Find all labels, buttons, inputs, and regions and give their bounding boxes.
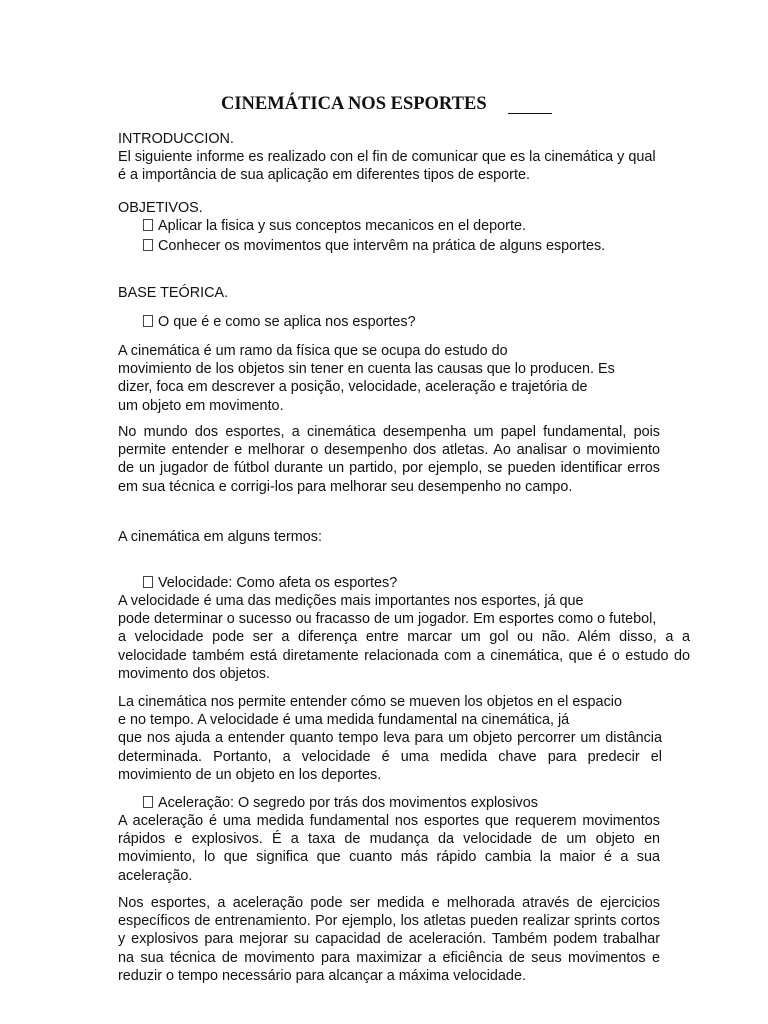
document-title: CINEMÁTICA NOS ESPORTES — [221, 94, 487, 114]
objectives-heading: OBJETIVOS. — [118, 200, 203, 216]
base-paragraph-2: No mundo dos esportes, a cinemática desempenha um papel fundamental, pois permite entender e melhorar o desempenho dos atletas. Ao analisar o movimiento de un jugador de fútbol durante un partido, por ejemplo, se pueden identificar erros em sua técnica e corrigi-los para melhorar seu desempenho no campo. — [118, 424, 660, 495]
acceleration-paragraph-1: A aceleração é uma medida fundamental nos esportes que requerem movimentos rápidos e explosivos. É a taxa de mudança da velocidade de um objeto en movimiento, lo que significa que cuanto más rápido cambia la maior é a sua aceleração. — [118, 813, 660, 884]
velocity-paragraph-2: La cinemática nos permite entender cómo se mueven los objetos en el espacio e no tempo. A velocidade é uma medida fundamental na cinemática, já que nos ajuda a entender quanto tempo leva para um objeto percorrer um distância determinada. Portanto, a velocidade é uma medida chave para predecir el movimiento de un objeto en los deportes. — [118, 694, 662, 783]
bullet-box-icon — [143, 315, 153, 327]
velocity-heading: Velocidade: Como afeta os esportes? — [143, 574, 397, 592]
terms-intro: A cinemática em alguns termos: — [118, 529, 322, 545]
intro-paragraph: El siguiente informe es realizado con el fin de comunicar que es la cinemática y qual é a importância de sua aplicação em diferentes tipos de esporte. — [118, 149, 656, 184]
question-item: O que é e como se aplica nos esportes? — [143, 313, 416, 331]
base-heading: BASE TEÓRICA. — [118, 285, 229, 301]
bullet-box-icon — [143, 219, 153, 231]
acceleration-heading: Aceleração: O segredo por trás dos movimentos explosivos — [143, 794, 538, 812]
objective-item: Conhecer os movimentos que intervêm na prática de alguns esportes. — [143, 237, 660, 255]
intro-heading: INTRODUCCION. — [118, 131, 234, 147]
velocity-paragraph-1: A velocidade é uma das medições mais importantes nos esportes, já que pode determinar o sucesso ou fracasso de um jogador. Em esportes como o futebol, a velocidade pode ser a diferença entre marcar um gol ou não. Além disso, a a velocidade também está diretamente relacionada com a cinemática, que é o estudo do movimento dos objetos. — [118, 593, 690, 682]
bullet-box-icon — [143, 576, 153, 588]
base-paragraph-1: A cinemática é um ramo da física que se ocupa do estudo do movimiento de los objetos sin tener en cuenta las causas que lo producen. Es dizer, foca em descrever a posição, velocidade, aceleração e trajetória de um objeto em movimento. — [118, 343, 615, 414]
acceleration-paragraph-2: Nos esportes, a aceleração pode ser medida e melhorada através de ejercicios específicos de entrenamiento. Por ejemplo, los atletas pueden realizar sprints cortos y explosivos para mejorar su capacidad de aceleración. Também podem trabalhar na sua técnica de movimento para maximizar a eficiência de seus movimentos e reduzir o tempo necessário para alcançar a máxima velocidade. — [118, 895, 660, 984]
bullet-box-icon — [143, 796, 153, 808]
title-underline — [508, 113, 552, 114]
bullet-box-icon — [143, 239, 153, 251]
objective-item: Aplicar la fisica y sus conceptos mecanicos en el deporte. — [143, 217, 526, 235]
